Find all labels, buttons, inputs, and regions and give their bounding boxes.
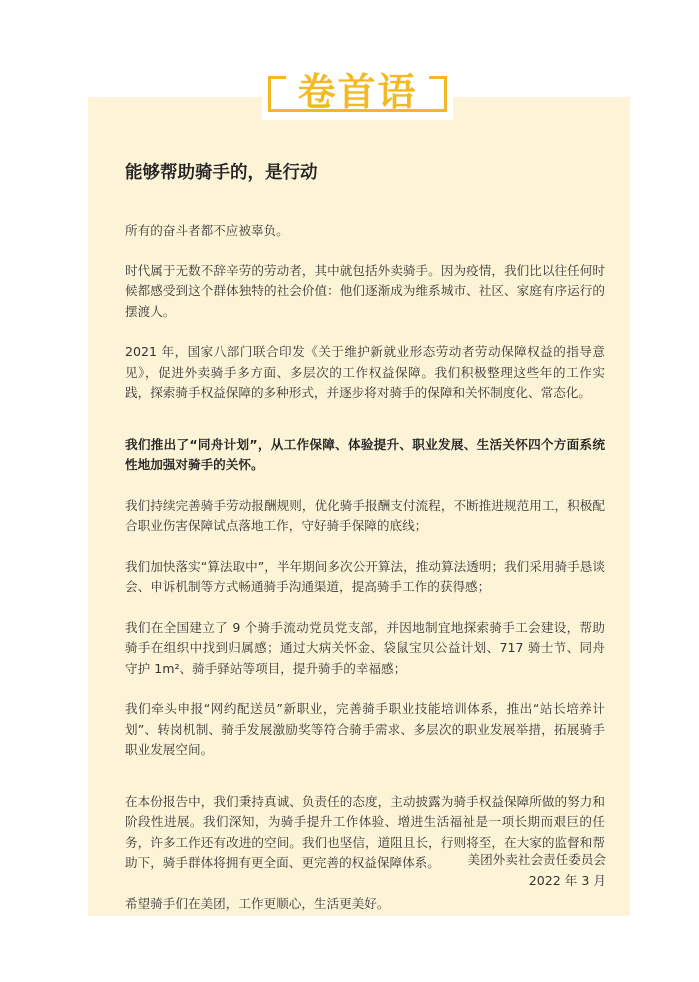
signature-block — [467, 850, 606, 891]
paragraph: 我们在全国建立了 9 个骑手流动党员党支部，并因地制宜地探索骑手工会建设，帮助骑手在组织中找到归属感；通过大病关怀金、袋鼠宝贝公益计划、717 骑士节、同舟守护 1m²、骑手驿站等项目，提升骑手的幸福感； — [125, 619, 605, 676]
paragraph: 我们持续完善骑手劳动报酬规则，优化骑手报酬支付流程，不断推进规范用工，积极配合职业伤害保障试点落地工作，守好骑手保障的底线； — [125, 497, 605, 533]
paragraph: 在本份报告中，我们秉持真诚、负责任的态度，主动披露为骑手权益保障所做的努力和阶段性进展。我们深知，为骑手提升工作体验、增进生活福祉是一项长期而艰巨的任务，许多工作还有改进的空间。我们也坚信，道阻且长，行则将至，在大家的监督和帮助下，骑手群体将拥有更全面、更完善的权益保障体系。 — [125, 793, 605, 870]
paragraph: 所有的奋斗者都不应被辜负。 — [125, 223, 289, 238]
paragraph: 2021 年，国家八部门联合印发《关于维护新就业形态劳动者劳动保障权益的指导意见》，促进外卖骑手多方面、多层次的工作权益保障。我们积极整理这些年的工作实践，探索骑手权益保障的多种形式，并逐步将对骑手的保障和关怀制度化、常态化。 — [125, 344, 605, 400]
paragraph: 我们加快落实“算法取中”，半年期间多次公开算法，推动算法透明；我们采用骑手恳谈会、申诉机制等方式畅通骑手沟通渠道，提高骑手工作的获得感； — [125, 558, 605, 594]
paragraph: 时代属于无数不辞辛劳的劳动者，其中就包括外卖骑手。因为疫情，我们比以往任何时候都感受到这个群体独特的社会价值：他们逐渐成为维系城市、社区、家庭有序运行的摆渡人。 — [125, 262, 605, 319]
paragraph: 我们牵头申报“网约配送员”新职业，完善骑手职业技能培训体系，推出“站长培养计划”、转岗机制、骑手发展激励奖等符合骑手需求、多层次的职业发展举措，拓展骑手职业发展空间。 — [125, 701, 605, 757]
signature-org: 美团外卖社会责任委员会 — [467, 852, 606, 867]
article-body — [125, 160, 605, 934]
signature-date: 2022 年 3 月 — [528, 872, 606, 888]
highlight-paragraph: 我们推出了“同舟计划”，从工作保障、体验提升、职业发展、生活关怀四个方面系统性地加强对骑手的关怀。 — [125, 436, 605, 472]
headline: 能够帮助骑手的，是行动 — [125, 163, 318, 183]
section-badge — [262, 66, 453, 120]
badge-title: 卷首语 — [297, 70, 418, 114]
paragraph: 希望骑手们在美团，工作更顺心，生活更美好。 — [125, 895, 390, 911]
